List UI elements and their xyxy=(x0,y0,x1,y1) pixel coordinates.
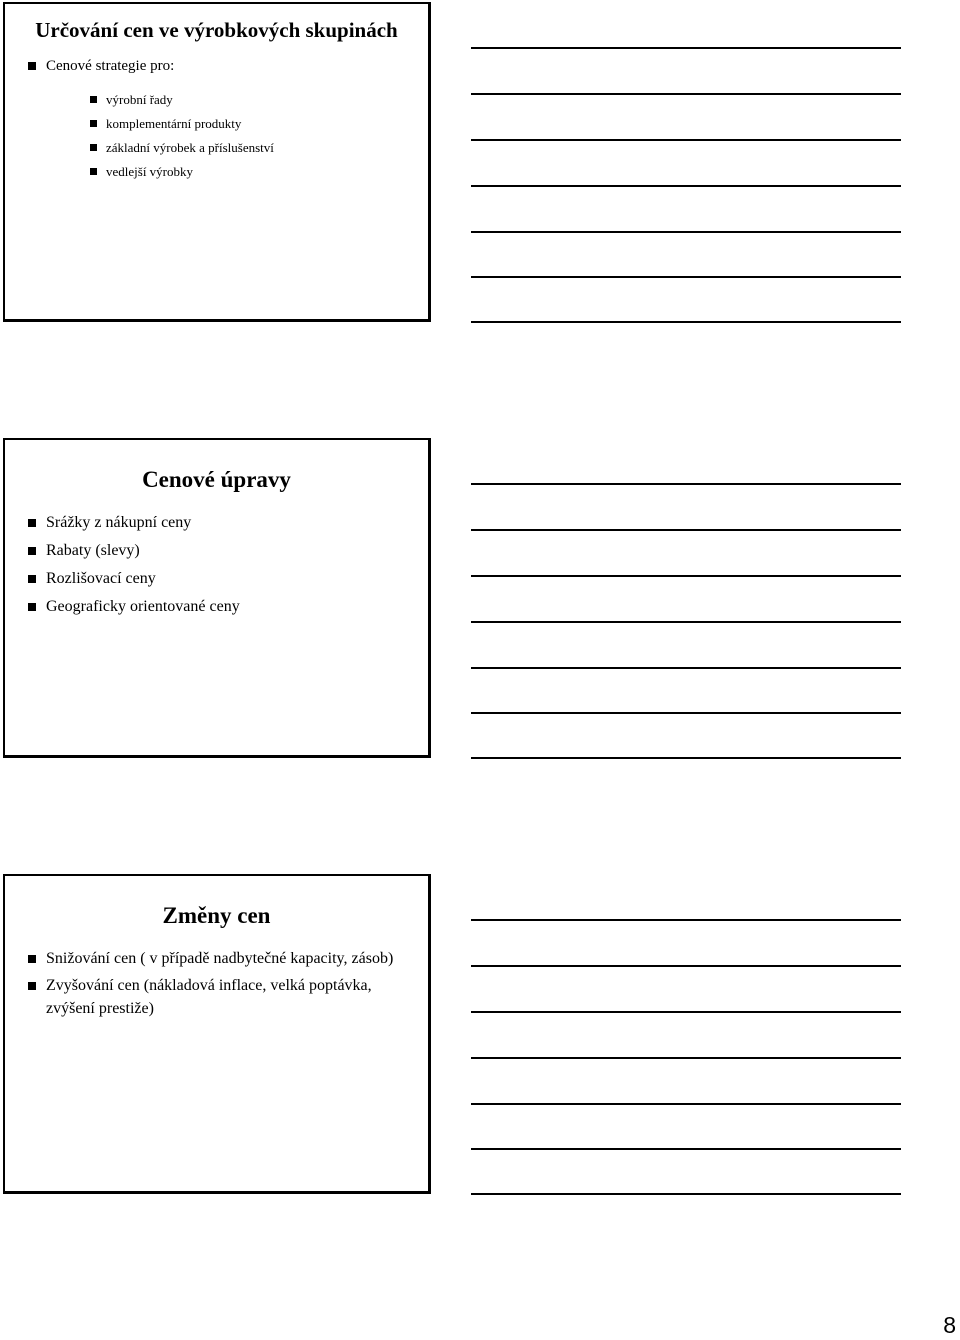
note-line xyxy=(471,757,901,759)
note-line xyxy=(471,1057,901,1059)
slide-bullet-list xyxy=(5,509,428,621)
bullet-item: Snižování cen ( v případě nadbytečné kapacity, zásob) xyxy=(5,947,428,970)
slide-3 xyxy=(3,874,431,1194)
note-line xyxy=(471,1148,901,1150)
note-line xyxy=(471,667,901,669)
note-line xyxy=(471,93,901,95)
sub-bullet-item: základní výrobek a příslušenství xyxy=(46,136,398,160)
note-line xyxy=(471,1103,901,1105)
sub-bullet-item: komplementární produkty xyxy=(46,112,398,136)
note-line xyxy=(471,712,901,714)
slide-1 xyxy=(3,2,431,322)
bullet-item: Geograficky orientované ceny xyxy=(5,593,428,621)
bullet-item xyxy=(5,54,428,184)
slide-2 xyxy=(3,438,431,758)
note-line xyxy=(471,139,901,141)
note-line xyxy=(471,1011,901,1013)
note-line xyxy=(471,965,901,967)
bullet-item: Rabaty (slevy) xyxy=(5,537,428,565)
note-line xyxy=(471,185,901,187)
sub-bullet-list xyxy=(46,88,398,184)
slide-title: Cenové úpravy xyxy=(142,467,291,492)
slide-bullet-list xyxy=(5,54,428,184)
note-line xyxy=(471,231,901,233)
sub-bullet-item: vedlejší výrobky xyxy=(46,160,398,184)
note-line xyxy=(471,575,901,577)
note-line xyxy=(471,321,901,323)
slide-title: Změny cen xyxy=(162,903,271,928)
bullet-item: Zvyšování cen (nákladová inflace, velká poptávka, zvýšení prestiže) xyxy=(5,974,428,1020)
page-number: 8 xyxy=(943,1312,956,1338)
bullet-text: Cenové strategie pro: xyxy=(46,58,175,74)
note-line xyxy=(471,529,901,531)
sub-bullet-item: výrobní řady xyxy=(46,88,398,112)
note-line xyxy=(471,483,901,485)
note-line xyxy=(471,276,901,278)
note-line xyxy=(471,47,901,49)
note-line xyxy=(471,1193,901,1195)
note-line xyxy=(471,919,901,921)
note-line xyxy=(471,621,901,623)
slide-bullet-list xyxy=(5,947,428,1020)
slide-title: Určování cen ve výrobkových skupinách xyxy=(35,18,398,42)
bullet-item: Srážky z nákupní ceny xyxy=(5,509,428,537)
bullet-item: Rozlišovací ceny xyxy=(5,565,428,593)
